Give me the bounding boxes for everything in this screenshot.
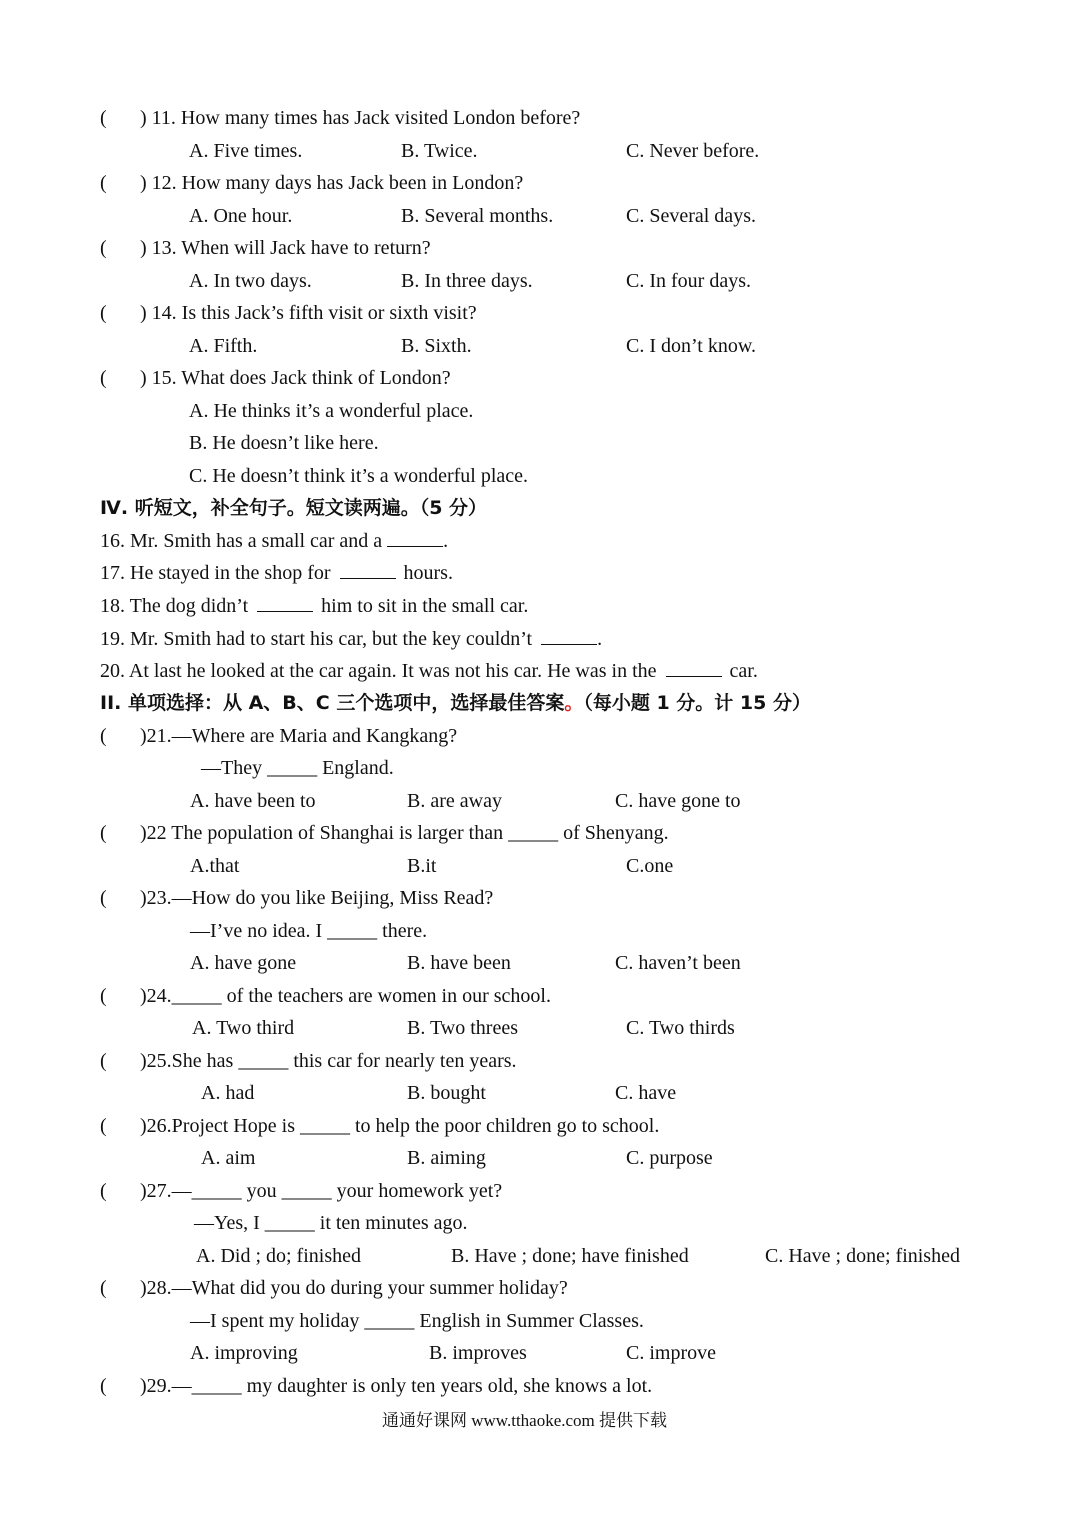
question-27-line2: —Yes, I _____ it ten minutes ago. xyxy=(194,1212,468,1234)
question-11-stem xyxy=(140,105,580,131)
question-22-stem: )22 The population of Shanghai is larger than _____ of Shenyang. xyxy=(140,822,669,844)
option-c: C. Have ; done; finished xyxy=(765,1245,960,1267)
section-mc-heading xyxy=(100,690,811,716)
answer-blank[interactable] xyxy=(387,530,443,547)
question-15-stem xyxy=(140,365,451,391)
answer-paren: ( xyxy=(100,1277,107,1299)
option-b: B. Have ; done; have finished xyxy=(451,1245,689,1267)
option-a: A. He thinks it’s a wonderful place. xyxy=(189,400,474,422)
paren-close: ) xyxy=(140,107,147,129)
option-b: B. are away xyxy=(407,790,502,812)
answer-paren: ( xyxy=(100,302,107,324)
option-b: B. aiming xyxy=(407,1147,486,1169)
heading-red-period: 。 xyxy=(564,692,584,714)
sentence-text: hours. xyxy=(403,562,453,584)
question-text: 14. Is this Jack’s fifth visit or sixth visit? xyxy=(151,302,477,324)
paren-close: ) xyxy=(140,302,147,324)
option-b: B. have been xyxy=(407,952,511,974)
option-c: C.one xyxy=(626,855,674,877)
question-text: 13. When will Jack have to return? xyxy=(151,237,431,259)
answer-paren: ( xyxy=(100,107,107,129)
paren-close: ) xyxy=(140,367,147,389)
option-a: A. Fifth. xyxy=(189,335,258,357)
answer-paren: ( xyxy=(100,725,107,747)
option-a: A. In two days. xyxy=(189,270,312,292)
question-text: 11. How many times has Jack visited London before? xyxy=(151,107,581,129)
fill-item-20 xyxy=(100,658,758,684)
option-c: C. Never before. xyxy=(626,140,760,162)
sentence-text: 18. The dog didn’t xyxy=(100,595,249,617)
question-21-stem: )21.—Where are Maria and Kangkang? xyxy=(140,725,458,747)
question-13-stem xyxy=(140,235,431,261)
answer-blank[interactable] xyxy=(666,660,722,677)
option-c: C. purpose xyxy=(626,1147,713,1169)
option-c: C. haven’t been xyxy=(615,952,741,974)
heading-text: （每小题 1 分。计 15 分） xyxy=(583,692,811,714)
option-a: A. had xyxy=(201,1082,255,1104)
option-b: B. In three days. xyxy=(401,270,533,292)
fill-item-17 xyxy=(100,560,453,586)
question-text: 12. How many days has Jack been in London? xyxy=(151,172,524,194)
answer-paren: ( xyxy=(100,985,107,1007)
option-b: B.it xyxy=(407,855,437,877)
sentence-text: 19. Mr. Smith had to start his car, but the key couldn’t xyxy=(100,628,533,650)
option-c: C. I don’t know. xyxy=(626,335,756,357)
answer-paren: ( xyxy=(100,1375,107,1397)
answer-paren: ( xyxy=(100,887,107,909)
answer-paren: ( xyxy=(100,237,107,259)
answer-paren: ( xyxy=(100,367,107,389)
option-a: A. One hour. xyxy=(189,205,293,227)
option-a: A. Two third xyxy=(192,1017,295,1039)
option-a: A. improving xyxy=(190,1342,298,1364)
sentence-text: 20. At last he looked at the car again. It was not his car. He was in the xyxy=(100,660,657,682)
option-a: A. Did ; do; finished xyxy=(196,1245,361,1267)
answer-paren: ( xyxy=(100,172,107,194)
option-a: A. aim xyxy=(201,1147,256,1169)
fill-item-18 xyxy=(100,593,528,619)
option-b: B. bought xyxy=(407,1082,486,1104)
option-c: C. improve xyxy=(626,1342,716,1364)
answer-blank[interactable] xyxy=(541,628,597,645)
option-a: A. have been to xyxy=(190,790,316,812)
question-28-stem: )28.—What did you do during your summer holiday? xyxy=(140,1277,568,1299)
question-text: 15. What does Jack think of London? xyxy=(151,367,451,389)
option-a: A. Five times. xyxy=(189,140,303,162)
paren-close: ) xyxy=(140,237,147,259)
option-b: B. Sixth. xyxy=(401,335,472,357)
answer-paren: ( xyxy=(100,1180,107,1202)
option-c: C. He doesn’t think it’s a wonderful place. xyxy=(189,465,529,487)
page-footer: 通通好课网 www.tthaoke.com 提供下载 xyxy=(382,1411,668,1430)
section-4-heading: Ⅳ. 听短文，补全句子。短文读两遍。（5 分） xyxy=(100,497,488,519)
answer-paren: ( xyxy=(100,822,107,844)
paren-close: ) xyxy=(140,172,147,194)
answer-blank[interactable] xyxy=(257,595,313,612)
question-24-stem: )24._____ of the teachers are women in our school. xyxy=(140,985,551,1007)
sentence-text: . xyxy=(443,530,449,552)
question-14-stem xyxy=(140,300,477,326)
question-25-stem: )25.She has _____ this car for nearly ten years. xyxy=(140,1050,517,1072)
sentence-text: 16. Mr. Smith has a small car and a xyxy=(100,530,383,552)
question-26-stem: )26.Project Hope is _____ to help the poor children go to school. xyxy=(140,1115,660,1137)
option-c: C. have xyxy=(615,1082,677,1104)
answer-blank[interactable] xyxy=(340,562,396,579)
answer-paren: ( xyxy=(100,1115,107,1137)
option-a: A.that xyxy=(190,855,240,877)
option-c: C. Two thirds xyxy=(626,1017,735,1039)
question-21-line2: —They _____ England. xyxy=(201,757,394,779)
option-b: B. Several months. xyxy=(401,205,554,227)
question-29-stem: )29.—_____ my daughter is only ten years old, she knows a lot. xyxy=(140,1375,653,1397)
option-a: A. have gone xyxy=(190,952,297,974)
answer-paren: ( xyxy=(100,1050,107,1072)
sentence-text: 17. He stayed in the shop for xyxy=(100,562,331,584)
question-28-line2: —I spent my holiday _____ English in Summer Classes. xyxy=(190,1310,644,1332)
option-c: C. In four days. xyxy=(626,270,751,292)
sentence-text: car. xyxy=(729,660,758,682)
sentence-text: . xyxy=(597,628,603,650)
sentence-text: him to sit in the small car. xyxy=(321,595,529,617)
option-c: C. have gone to xyxy=(615,790,741,812)
option-b: B. Twice. xyxy=(401,140,478,162)
question-23-stem: )23.—How do you like Beijing, Miss Read? xyxy=(140,887,494,909)
option-b: B. improves xyxy=(429,1342,527,1364)
question-23-line2: —I’ve no idea. I _____ there. xyxy=(190,920,428,942)
option-c: C. Several days. xyxy=(626,205,756,227)
question-12-stem xyxy=(140,170,523,196)
fill-item-16 xyxy=(100,528,448,554)
heading-text: II. 单项选择：从 A、B、C 三个选项中，选择最佳答案 xyxy=(100,692,565,714)
fill-item-19 xyxy=(100,626,602,652)
option-b: B. He doesn’t like here. xyxy=(189,432,379,454)
question-27-stem: )27.—_____ you _____ your homework yet? xyxy=(140,1180,503,1202)
option-b: B. Two threes xyxy=(407,1017,518,1039)
